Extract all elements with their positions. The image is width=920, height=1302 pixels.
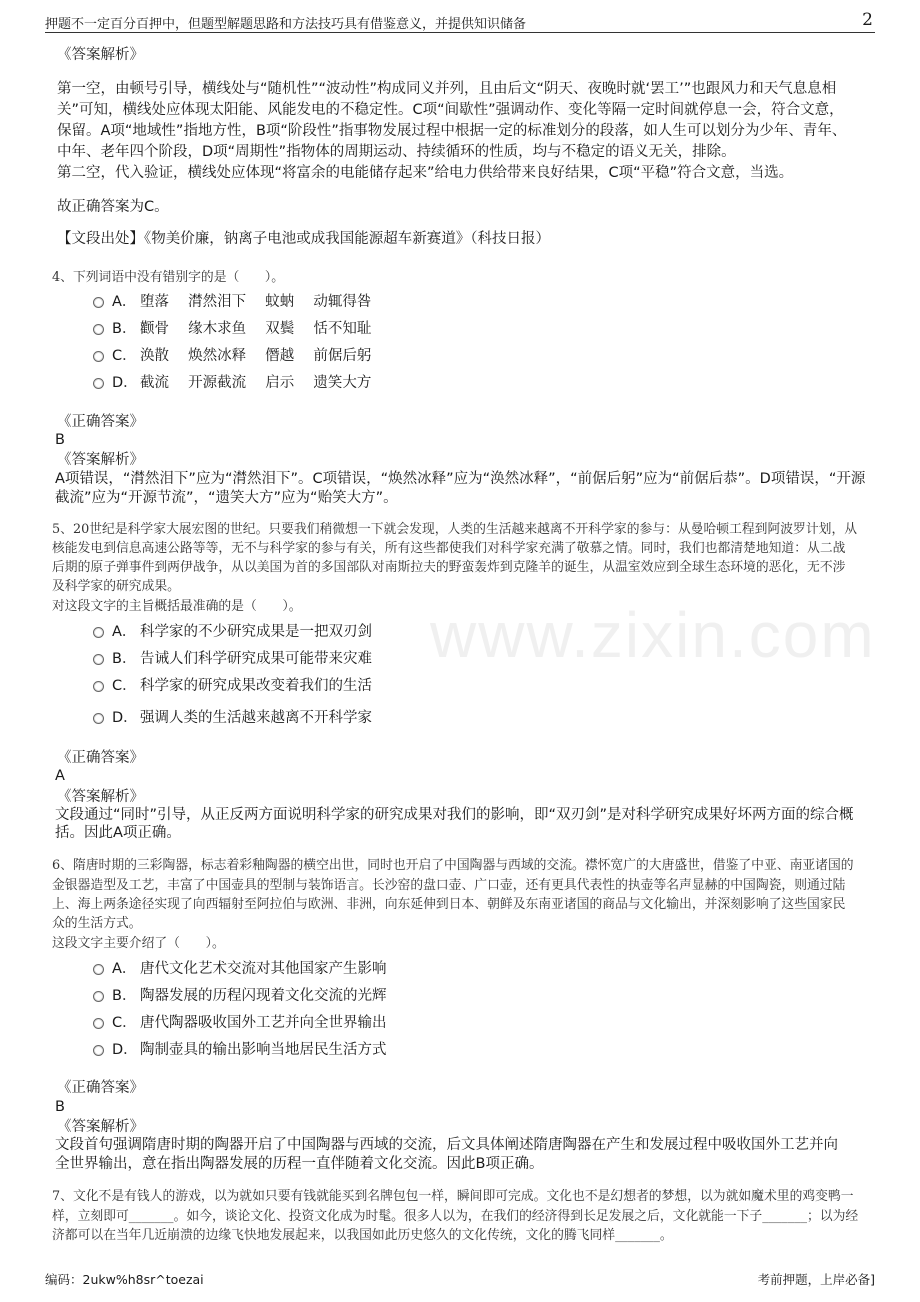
q5-stem-line: 核能发电到信息高速公路等等，无不与科学家的参与有关，所有这些都使我们对科学家充满了敬慕之情。同时，我们也都清楚地知道：从二战: [52, 541, 846, 556]
q6-analysis-line: 文段首句强调隋唐时期的陶器开启了中国陶器与西域的交流，后文具体阐述隋唐陶器在产生和发展过程中吸收国外工艺并向: [55, 1137, 838, 1153]
analysis-label: 《答案解析》: [57, 789, 144, 805]
q3-conclusion: 故正确答案为C。: [57, 199, 169, 215]
correct-answer-label: 《正确答案》: [57, 414, 144, 430]
q6-option-c[interactable]: C． 唐代陶器吸收国外工艺并向全世界输出: [93, 1011, 387, 1035]
q5-option-c[interactable]: C． 科学家的研究成果改变着我们的生活: [93, 674, 372, 698]
radio-icon[interactable]: [93, 1018, 104, 1029]
q3-source: 【文段出处】《物美价廉，钠离子电池或成我国能源超车新赛道》（科技日报）: [57, 231, 550, 247]
page-footer: [45, 1270, 875, 1290]
q4-option-c[interactable]: C． 涣散 焕然冰释 僭越 前倨后躬: [93, 344, 371, 368]
q6-option-a[interactable]: A． 唐代文化艺术交流对其他国家产生影响: [93, 957, 387, 981]
q6-stem-line: 上、海上两条途径实现了向西辐射至阿拉伯与欧洲、非洲，向东延伸到日本、朝鲜及东南亚诸国的商品与文化输出，并深刻影响了这些国家民: [52, 897, 846, 912]
q5-option-d[interactable]: D． 强调人类的生活越来越离不开科学家: [93, 706, 372, 730]
q5-stem-line: 5、20世纪是科学家大展宏图的世纪。只要我们稍微想一下就会发现，人类的生活越来越离不开科学家的参与：从曼哈顿工程到阿波罗计划，从: [52, 522, 858, 537]
radio-icon[interactable]: [93, 351, 104, 362]
watermark: www.zixin.com: [430, 599, 876, 671]
q7-stem-line: 济都可以在当年几近崩溃的边缘飞快地发展起来，以我国如此历史悠久的文化传统，文化的腾飞同样_______。: [52, 1228, 673, 1243]
q5-stem-line: 后期的原子弹事件到两伊战争，从以美国为首的多国部队对南斯拉夫的野蛮轰炸到克隆羊的诞生，从温室效应到全球生态环境的恶化，无不涉: [52, 560, 846, 575]
analysis-label: 《答案解析》: [57, 47, 144, 63]
q6-stem-line: 6、隋唐时期的三彩陶器，标志着彩釉陶器的横空出世，同时也开启了中国陶器与西域的交流。襟怀宽广的大唐盛世，借鉴了中亚、南亚诸国的: [52, 858, 854, 873]
radio-icon[interactable]: [93, 713, 104, 724]
q6-stem-line: 金银器造型及工艺，丰富了中国壶具的型制与装饰语言。长沙窑的盘口壶、广口壶，还有更具代表性的执壶等名声显赫的中国陶瓷，则通过陆: [52, 878, 846, 893]
q4-option-d[interactable]: D． 截流 开源截流 启示 遗笑大方: [93, 371, 371, 395]
q3-para2: 第二空，代入验证，横线处应体现“将富余的电能储存起来”给电力供给带来良好结果，C项“平稳”符合文意，当选。: [57, 165, 794, 181]
q5-stem-line: 对这段文字的主旨概括最准确的是（ ）。: [52, 599, 302, 614]
q6-option-d[interactable]: D． 陶制壶具的输出影响当地居民生活方式: [93, 1038, 387, 1062]
q3-para1-line: 关”可知，横线处应体现太阳能、风能发电的不稳定性。C项“间歇性”强调动作、变化等隔一定时间就停息一会，符合文意，: [57, 102, 844, 118]
correct-answer: A: [55, 768, 65, 784]
q7-stem-line: 样，立刻即可_______。如今，谈论文化、投资文化成为时髦。很多人以为，在我们的经济得到长足发展之后，文化就能一下子_______；以为经: [52, 1209, 859, 1224]
radio-icon[interactable]: [93, 627, 104, 638]
q7-stem-line: 7、文化不是有钱人的游戏，以为就如只要有钱就能买到名牌包包一样，瞬间即可完成。文化也不是幻想者的梦想，以为就如魔术里的鸡变鸭一: [52, 1189, 854, 1204]
analysis-label: 《答案解析》: [57, 452, 144, 468]
q4-analysis-line: A项错误，“潸然泪下”应为“潸然泪下”。C项错误，“焕然冰释”应为“涣然冰释”，“前倨后躬”应为“前倨后恭”。D项错误，“开源: [55, 471, 866, 487]
q6-analysis-line: 全世界输出，意在指出陶器发展的历程一直伴随着文化交流。因此B项正确。: [55, 1156, 544, 1172]
q3-para1-line: 第一空，由顿号引导，横线处与“随机性”“波动性”构成同义并列，且由后文“阴天、夜晚时就‘罢工’”也跟风力和天气息息相: [57, 81, 837, 97]
q4-option-a[interactable]: A． 堕落 潸然泪下 蚊蚋 动辄得咎: [93, 290, 371, 314]
page-header: [45, 10, 875, 33]
q3-para1-line: 中年、老年四个阶段，D项“周期性”指物体的周期运动、持续循环的性质，均与不稳定的语义无关，排除。: [57, 144, 736, 160]
q6-stem-line: 众的生活方式。: [52, 916, 142, 931]
radio-icon[interactable]: [93, 964, 104, 975]
radio-icon[interactable]: [93, 654, 104, 665]
q5-analysis-line: 括。因此A项正确。: [55, 825, 181, 841]
q5-stem-line: 及科学家的研究成果。: [52, 579, 180, 594]
footer-slogan: 考前押题，上岸必备]: [757, 1272, 875, 1287]
analysis-label: 《答案解析》: [57, 1119, 144, 1135]
q6-option-b[interactable]: B． 陶器发展的历程闪现着文化交流的光辉: [93, 984, 387, 1008]
page-number: 2: [862, 10, 873, 30]
radio-icon[interactable]: [93, 1045, 104, 1056]
q4-option-b[interactable]: B． 颧骨 缘木求鱼 双鬓 恬不知耻: [93, 317, 371, 341]
radio-icon[interactable]: [93, 378, 104, 389]
document-code: 编码：2ukw%h8sr^toezai: [45, 1272, 204, 1287]
radio-icon[interactable]: [93, 991, 104, 1002]
q5-analysis-line: 文段通过“同时”引导，从正反两方面说明科学家的研究成果对我们的影响，即“双刃剑”是对科学研究成果好坏两方面的综合概: [55, 807, 854, 823]
q5-option-b[interactable]: B． 告诫人们科学研究成果可能带来灾难: [93, 647, 372, 671]
q5-option-a[interactable]: A． 科学家的不少研究成果是一把双刃剑: [93, 620, 372, 644]
correct-answer-label: 《正确答案》: [57, 1080, 144, 1096]
q3-para1-line: 保留。A项“地域性”指地方性，B项“阶段性”指事物发展过程中根据一定的标准划分的段落，如人生可以划分为少年、青年、: [57, 123, 847, 139]
correct-answer-label: 《正确答案》: [57, 750, 144, 766]
radio-icon[interactable]: [93, 324, 104, 335]
q4-stem: 4、下列词语中没有错别字的是（ ）。: [52, 270, 285, 285]
correct-answer: B: [55, 432, 65, 448]
header-title: 押题不一定百分百押中，但题型解题思路和方法技巧具有借鉴意义，并提供知识储备: [45, 17, 527, 32]
correct-answer: B: [55, 1099, 65, 1115]
q6-stem-line: 这段文字主要介绍了（ ）。: [52, 936, 225, 951]
radio-icon[interactable]: [93, 681, 104, 692]
q4-analysis-line: 截流”应为“开源节流”，“遗笑大方”应为“贻笑大方”。: [55, 490, 398, 506]
radio-icon[interactable]: [93, 297, 104, 308]
